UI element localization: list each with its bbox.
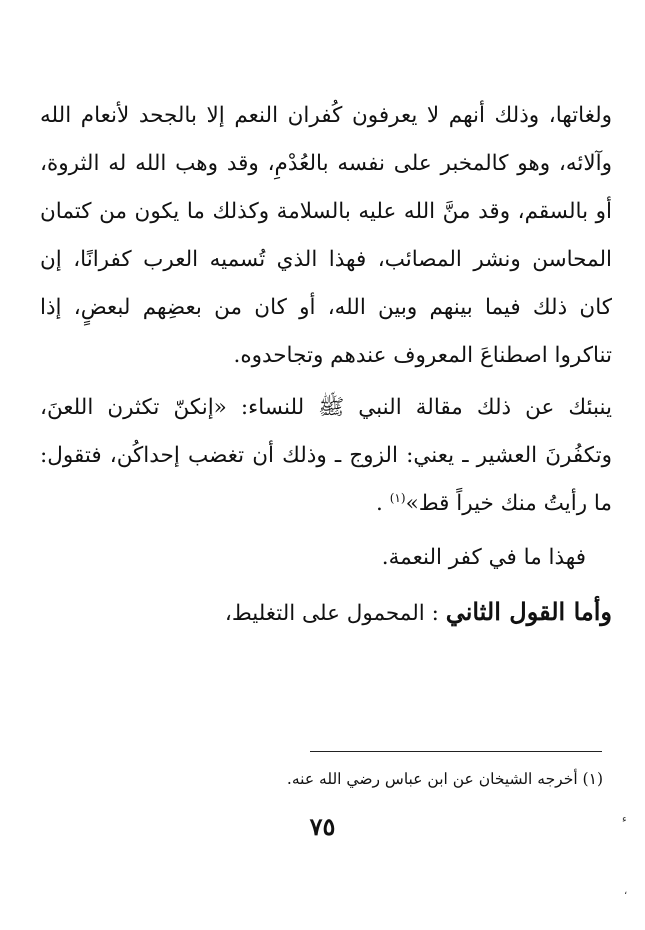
paragraph-2-text: ينبئك عن ذلك مقالة النبي ﷺ للنساء: «إنكنّ تكثرن اللعنَ، وتكفُرنَ العشير ـ يعني: الزوج ـ وذلك أن تغضب إحداكُن، فتقول: ما رأيتُ منك خيراً قط» <box>40 395 612 516</box>
footnote-reference: (١) <box>389 490 406 505</box>
paragraph-2 <box>40 384 612 528</box>
section-heading: وأما القول الثاني <box>445 597 612 626</box>
footnote: (١) أخرجه الشيخان عن ابن عباس رضي الله عنه. <box>286 770 603 788</box>
paragraph-2-end: . <box>376 491 383 516</box>
page-number: ٧٥ <box>309 812 336 841</box>
main-text <box>40 92 612 638</box>
margin-mark-2: ، <box>624 886 628 897</box>
section-heading-continuation: : المحمول على التغليط، <box>224 601 439 626</box>
footnote-divider <box>310 751 602 752</box>
section-heading-line <box>40 588 612 638</box>
margin-mark-1: ء <box>622 814 627 825</box>
paragraph-3: فهذا ما في كفر النعمة. <box>381 545 586 570</box>
paragraph-1: ولغاتها، وذلك أنهم لا يعرفون كُفران النعم إلا بالجحد لأنعام الله وآلائه، وهو كالمخبر على نفسه بالعُدْمِ، وقد وهب الله له الثروة، أو بالسقم، وقد منَّ الله عليه بالسلامة وكذلك ما يكون من كتمان المحاسن ونشر المصائب، فهذا الذي تُسميه العرب كفرانًا، إن كان ذلك فيما بينهم وبين الله، أو كان من بعضِهم لبعضٍ، إذا تناكروا اصطناعَ المعروف عندهم وتجاحدوه. <box>40 103 612 368</box>
